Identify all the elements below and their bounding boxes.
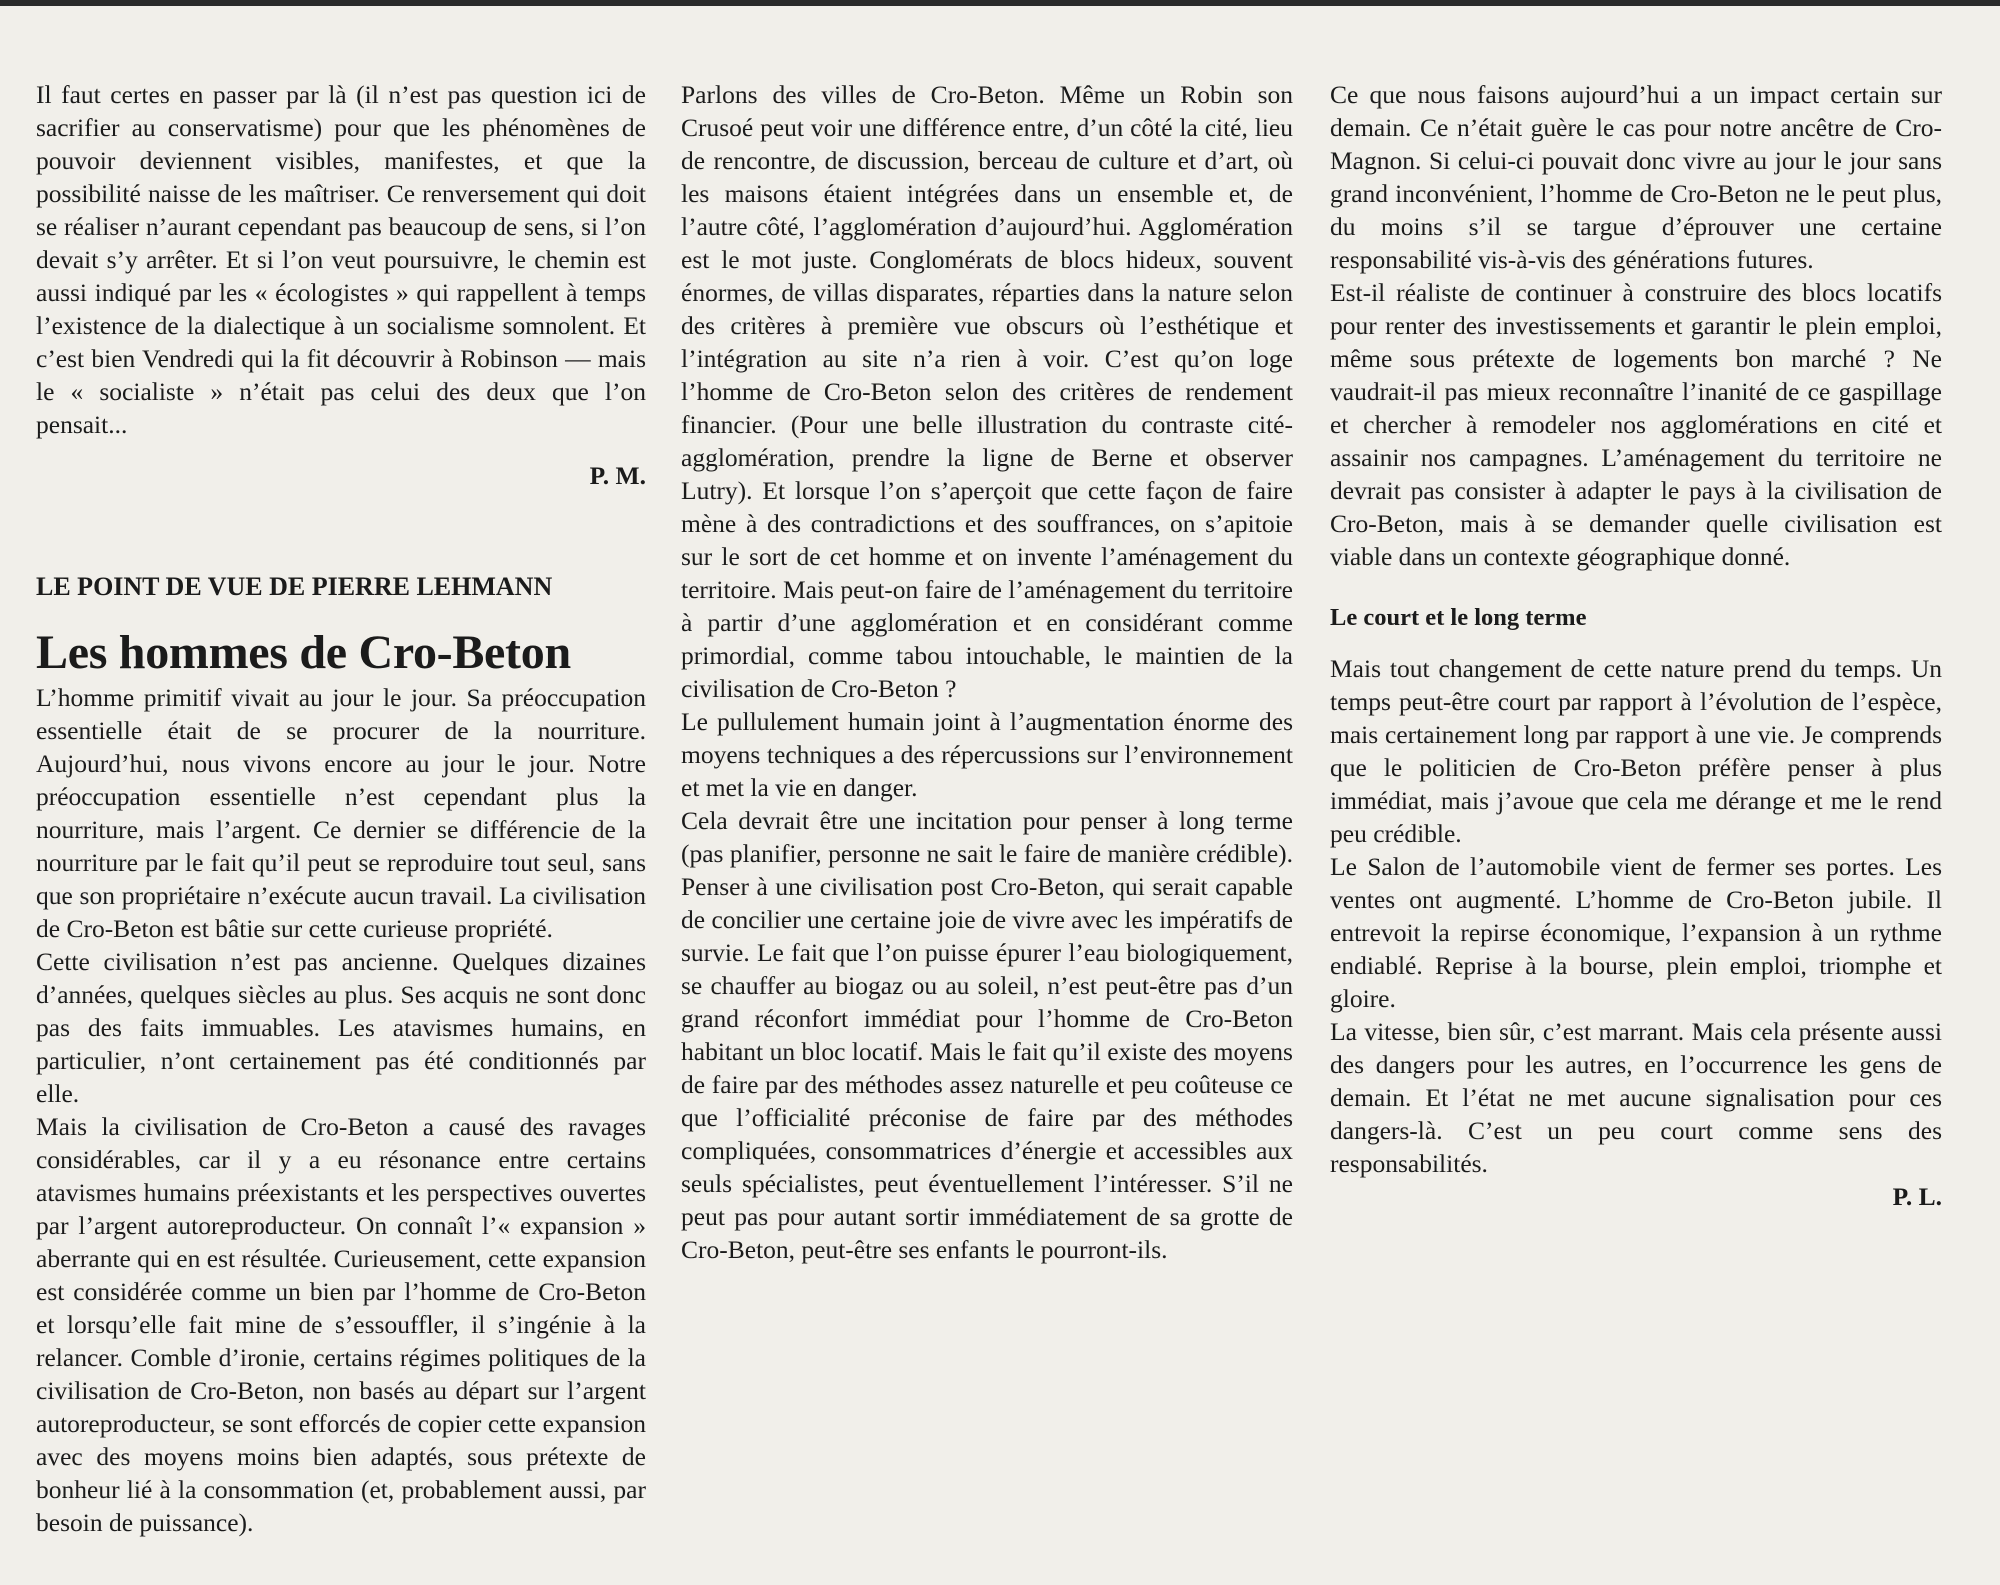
prev-article-paragraph: Il faut certes en passer par là (il n’est pas question ici de sacrifier au conservatisme) pour que les phénomènes de pouvoir deviennent visibles, manifestes, et que la possibilité naisse de les maîtriser. Ce renversement qui doit se réaliser n’aurant cependant pas beaucoup de sens, si l’on devait s’y arrêter. Et si l’on veut poursuivre, le chemin est aussi indiqué par les « écologistes » qui rappellent à temps l’existence de la dialectique à un socialisme somnolent. Et c’est bien Vendredi qui la fit découvrir à Robinson — mais le « socialiste » n’était pas celui des deux que l’on pensait... [36, 80, 646, 439]
article-paragraph: Cela devrait être une incitation pour penser à long terme (pas planifier, personne ne sait le faire de manière crédible). Penser à une civilisation post Cro-Beton, qui serait capable de concilier une certaine joie de vivre avec les impératifs de survie. Le fait que l’on puisse épurer l’eau biologiquement, se chauffer au biogaz ou au soleil, n’est peut-être pas d’un grand réconfort immédiat pour l’homme de Cro-Beton habitant un bloc locatif. Mais le fait qu’il existe des moyens de faire par des méthodes assez naturelle et peu coûteuse ce que l’officialité préconise de faire par des méthodes compliquées, consommatrices d’énergie et accessibles aux seuls spécialistes, peut éventuellement l’intéresser. S’il ne peut pas pour autant sortir immédiatement de sa grotte de Cro-Beton, peut-être ses enfants le pourront-ils. [681, 806, 1293, 1264]
column-2 [681, 78, 1293, 1266]
article-paragraph: Le pullulement humain joint à l’augmentation énorme des moyens techniques a des répercussions sur l’environnement et met la vie en danger. [681, 707, 1293, 802]
article-signature: P. L. [1892, 1182, 1942, 1211]
prev-article-signature: P. M. [589, 461, 646, 490]
article-title: Les hommes de Cro-Beton [36, 626, 571, 679]
top-rule [0, 0, 2000, 6]
article-paragraph: Le Salon de l’automobile vient de fermer ses portes. Les ventes ont augmenté. L’homme de Cro-Beton jubile. Il entrevoit la repirse économique, l’expansion à un rythme endiablé. Reprise à la bourse, plein emploi, triomphe et gloire. [1330, 852, 1942, 1013]
article-paragraph: Mais tout changement de cette nature prend du temps. Un temps peut-être court par rapport à l’évolution de l’espèce, mais certainement long par rapport à une vie. Je comprends que le politicien de Cro-Beton préfère penser à plus immédiat, mais j’avoue que cela me dérange et me le rend peu crédible. [1330, 654, 1942, 848]
article-paragraph: L’homme primitif vivait au jour le jour. Sa préoccupation essentielle était de se procurer de la nourriture. Aujourd’hui, nous vivons encore au jour le jour. Notre préoccupation essentielle n’est cependant plus la nourriture, mais l’argent. Ce dernier se différencie de la nourriture par le fait qu’il peut se reproduire tout seul, sans que son propriétaire n’exécute aucun travail. La civilisation de Cro-Beton est bâtie sur cette curieuse propriété. [36, 683, 646, 943]
article-paragraph: Cette civilisation n’est pas ancienne. Quelques dizaines d’années, quelques siècles au plus. Ses acquis ne sont donc pas des faits immuables. Les atavismes humains, en particulier, n’ont certainement pas été conditionnés par elle. [36, 947, 646, 1108]
column-1 [36, 78, 646, 1539]
article-paragraph: La vitesse, bien sûr, c’est marrant. Mais cela présente aussi des dangers pour les autres, en l’occurrence les gens de demain. Et l’état ne met aucune signalisation pour ces dangers-là. C’est un peu court comme sens des responsabilités. [1330, 1017, 1942, 1178]
article-paragraph: Parlons des villes de Cro-Beton. Même un Robin son Crusoé peut voir une différence entre, d’un côté la cité, lieu de rencontre, de discussion, berceau de culture et d’art, où les maisons étaient intégrées dans un ensemble et, de l’autre côté, l’agglomération d’aujourd’hui. Agglomération est le mot juste. Conglomérats de blocs hideux, souvent énormes, de villas disparates, réparties dans la nature selon des critères à première vue obscurs où l’esthétique et l’intégration au site n’a rien à voir. C’est qu’on loge l’homme de Cro-Beton selon des critères de rendement financier. (Pour une belle illustration du contraste cité-agglomération, prendre la ligne de Berne et observer Lutry). Et lorsque l’on s’aperçoit que cette façon de faire mène à des contradictions et des souffrances, on s’apitoie sur le sort de cet homme et on invente l’aménagement du territoire. Mais peut-on faire de l’aménagement du territoire à partir d’une agglomération et en considérant comme primordial, comme tabou intouchable, le maintien de la civilisation de Cro-Beton ? [681, 80, 1293, 703]
article-paragraph: Mais la civilisation de Cro-Beton a causé des ravages considérables, car il y a eu résonance entre certains atavismes humains préexistants et les perspectives ouvertes par l’argent autoreproducteur. On connaît l’« expansion » aberrante qui en est résultée. Curieusement, cette expansion est considérée comme un bien par l’homme de Cro-Beton et lorsqu’elle fait mine de s’essouffler, il s’ingénie à la relancer. Comble d’ironie, certains régimes politiques de la civilisation de Cro-Beton, non basés au départ sur l’argent autoreproducteur, se sont efforcés de copier cette expansion avec des moyens moins bien adaptés, sous prétexte de bonheur lié à la consommation (et, probablement aussi, par besoin de puissance). [36, 1112, 646, 1537]
article-paragraph: Ce que nous faisons aujourd’hui a un impact certain sur demain. Ce n’était guère le cas pour notre ancêtre de Cro-Magnon. Si celui-ci pouvait donc vivre au jour le jour sans grand inconvénient, l’homme de Cro-Beton ne le peut plus, du moins s’il se targue d’éprouver une certaine responsabilité vis-à-vis des générations futures. [1330, 80, 1942, 274]
article-subhead: Le court et le long terme [1330, 604, 1587, 631]
column-3 [1330, 78, 1942, 1213]
article-paragraph: Est-il réaliste de continuer à construire des blocs locatifs pour renter des investissements et garantir le plein emploi, même sous prétexte de logements bon marché ? Ne vaudrait-il pas mieux reconnaître l’inanité de ce gaspillage et chercher à remodeler nos agglomérations en cité et assainir nos campagnes. L’aménagement du territoire ne devrait pas consister à adapter le pays à la civilisation de Cro-Beton, mais à se demander quelle civilisation est viable dans un contexte géographique donné. [1330, 278, 1942, 571]
article-kicker: LE POINT DE VUE DE PIERRE LEHMANN [36, 572, 553, 601]
